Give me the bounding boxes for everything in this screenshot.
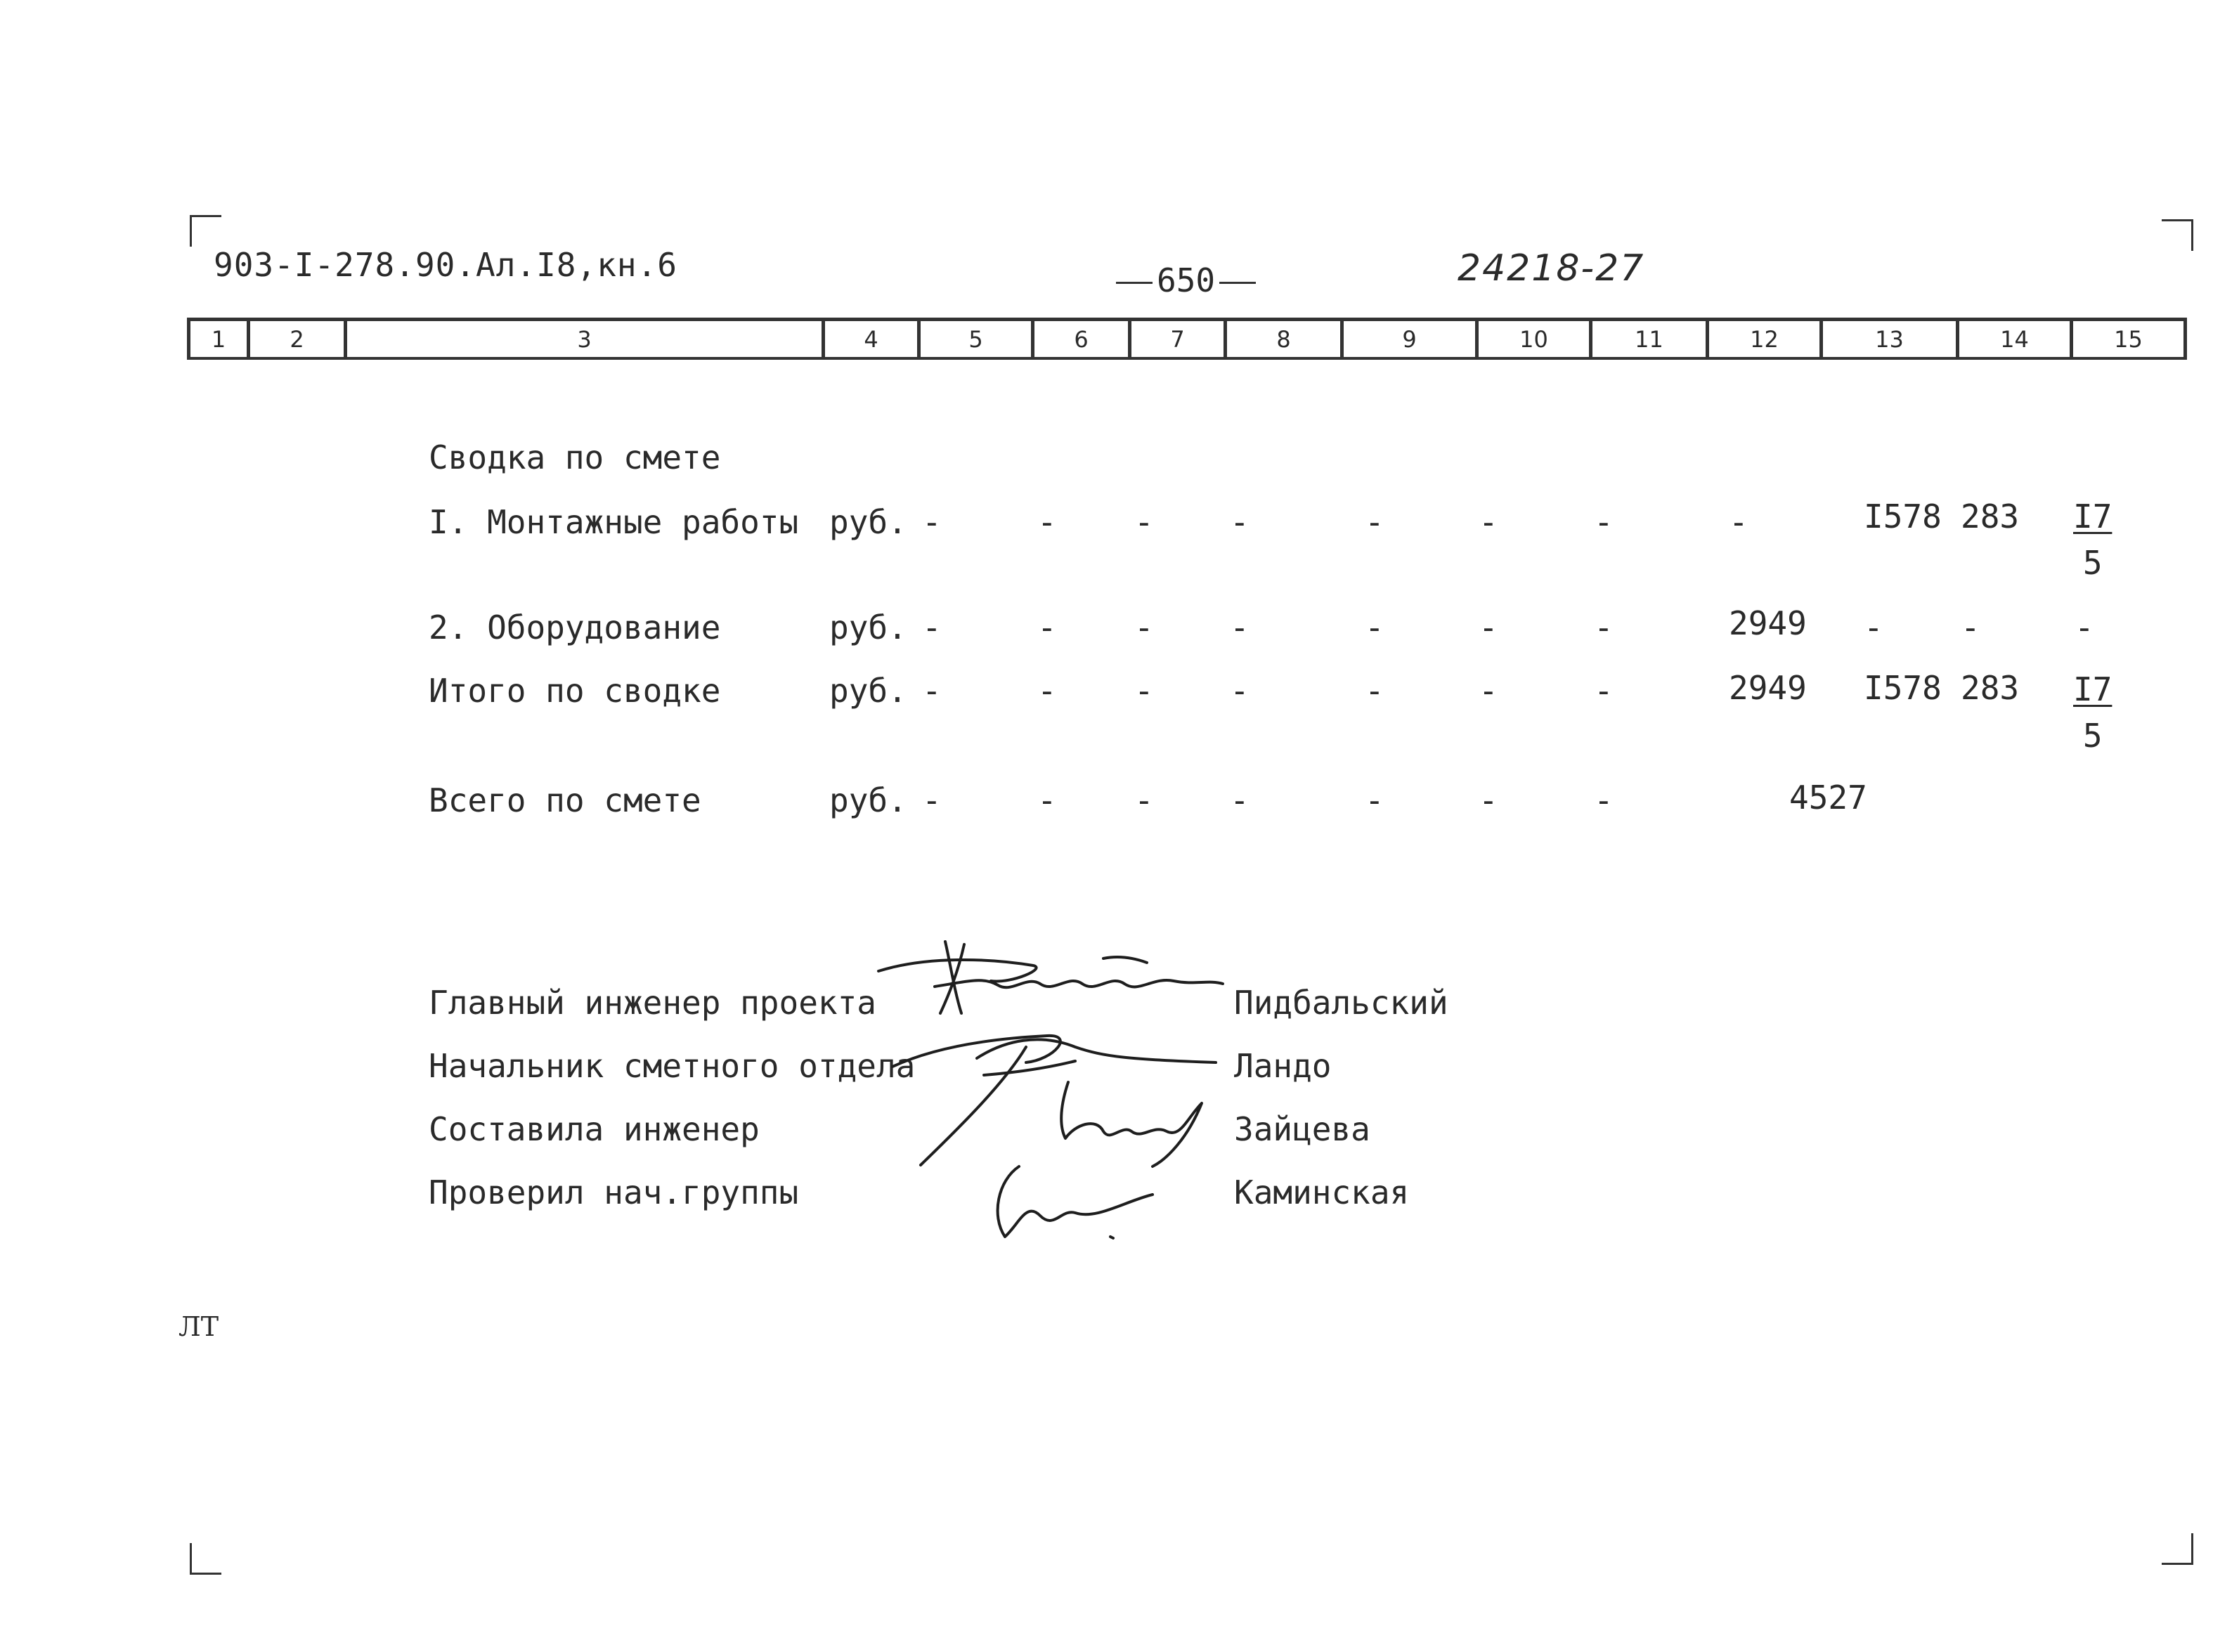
dash-cell: - <box>1594 503 1614 541</box>
signature-name: Зайцева <box>1234 1110 1370 1148</box>
column-number: 4 <box>825 321 921 357</box>
dash-cell: - <box>1134 503 1154 541</box>
dash-cell: - <box>922 781 942 819</box>
signature-role: Проверил нач.группы <box>429 1173 799 1211</box>
dash-cell: - <box>1479 781 1498 819</box>
row-label: I. Монтажные работы <box>429 503 799 541</box>
signature-name: Ландо <box>1234 1047 1332 1085</box>
dash-cell: - <box>1134 672 1154 710</box>
crop-mark-top-left <box>190 215 221 247</box>
dash-cell: - <box>1729 503 1748 541</box>
dash-cell: - <box>1594 781 1614 819</box>
row-unit: руб. <box>829 672 907 710</box>
dash-cell: - <box>1037 609 1057 646</box>
dash-cell: - <box>1365 503 1384 541</box>
col12-value: 2949 <box>1729 604 1807 642</box>
row-unit: руб. <box>829 781 907 819</box>
column-number: 11 <box>1592 321 1709 357</box>
crop-mark-bottom-right <box>2162 1533 2193 1565</box>
column-number: 10 <box>1479 321 1592 357</box>
footer-mark: ЛТ <box>179 1311 219 1342</box>
dash-cell: - <box>1230 503 1250 541</box>
dash-cell: - <box>1479 609 1498 646</box>
signature-name: Каминская <box>1234 1173 1410 1211</box>
dash-cell: - <box>1594 609 1614 646</box>
dash-cell: - <box>922 503 942 541</box>
column-number: 14 <box>1959 321 2073 357</box>
col13-value: I578 <box>1864 669 1942 707</box>
column-number: 7 <box>1131 321 1227 357</box>
col15-fraction <box>2073 666 2112 759</box>
dash-cell: - <box>1230 609 1250 646</box>
handwritten-signature-chief-engineer <box>871 935 1237 1026</box>
col15-value: - <box>2075 609 2094 646</box>
dash-cell: - <box>1479 672 1498 710</box>
col13-value: I578 <box>1864 497 1942 535</box>
summary-title: Сводка по смете <box>429 438 721 476</box>
dash-cell: - <box>1134 781 1154 819</box>
dash-cell: - <box>922 609 942 646</box>
column-number: 6 <box>1034 321 1131 357</box>
crop-mark-top-right <box>2162 219 2193 251</box>
dash-cell: - <box>1037 672 1057 710</box>
dash-cell: - <box>1365 672 1384 710</box>
fraction-denominator: 5 <box>2082 717 2103 755</box>
document-code: 903-I-278.90.Ал.I8,кн.6 <box>214 246 677 284</box>
row-label: Всего по смете <box>429 781 701 819</box>
crop-mark-bottom-left <box>190 1543 221 1575</box>
fraction-denominator: 5 <box>2082 544 2103 582</box>
row-unit: руб. <box>829 609 907 646</box>
signature-role: Главный инженер проекта <box>429 984 876 1022</box>
page-number-value: 650 <box>1157 261 1216 299</box>
grand-total-value: 4527 <box>1789 779 1867 817</box>
handwritten-number: 24218-27 <box>1458 247 1645 290</box>
column-number: 2 <box>250 321 347 357</box>
dash-cell: - <box>1230 672 1250 710</box>
col14-value: - <box>1961 609 1980 646</box>
row-label: Итого по сводке <box>429 672 721 710</box>
row-unit: руб. <box>829 503 907 541</box>
handwritten-signature-engineer <box>977 1075 1216 1244</box>
col15-fraction <box>2073 493 2112 586</box>
dash-cell: - <box>1037 781 1057 819</box>
col14-value: 283 <box>1961 669 2020 707</box>
row-label: 2. Оборудование <box>429 609 721 646</box>
fraction-numerator: I7 <box>2073 497 2113 535</box>
dash-cell: - <box>1365 781 1384 819</box>
col14-value: 283 <box>1961 497 2020 535</box>
dash-cell: - <box>1479 503 1498 541</box>
dash-cell: - <box>922 672 942 710</box>
dash-cell: - <box>1594 672 1614 710</box>
fraction-numerator: I7 <box>2073 670 2113 708</box>
dash-cell: - <box>1365 609 1384 646</box>
dash-cell: - <box>1134 609 1154 646</box>
dash-cell: - <box>1037 503 1057 541</box>
column-number: 1 <box>187 321 250 357</box>
column-number: 5 <box>921 321 1034 357</box>
column-number: 13 <box>1823 321 1959 357</box>
column-number: 12 <box>1709 321 1823 357</box>
signature-name: Пидбальский <box>1234 984 1448 1022</box>
signature-role: Начальник сметного отдела <box>429 1047 916 1085</box>
column-number-strip <box>187 318 2187 360</box>
col12-value: 2949 <box>1729 669 1807 707</box>
column-number: 9 <box>1344 321 1479 357</box>
col13-value: - <box>1864 609 1883 646</box>
column-number: 3 <box>347 321 825 357</box>
page-number <box>1112 261 1260 299</box>
signature-role: Составила инженер <box>429 1110 760 1148</box>
column-number: 15 <box>2073 321 2187 357</box>
column-number: 8 <box>1227 321 1344 357</box>
dash-cell: - <box>1230 781 1250 819</box>
